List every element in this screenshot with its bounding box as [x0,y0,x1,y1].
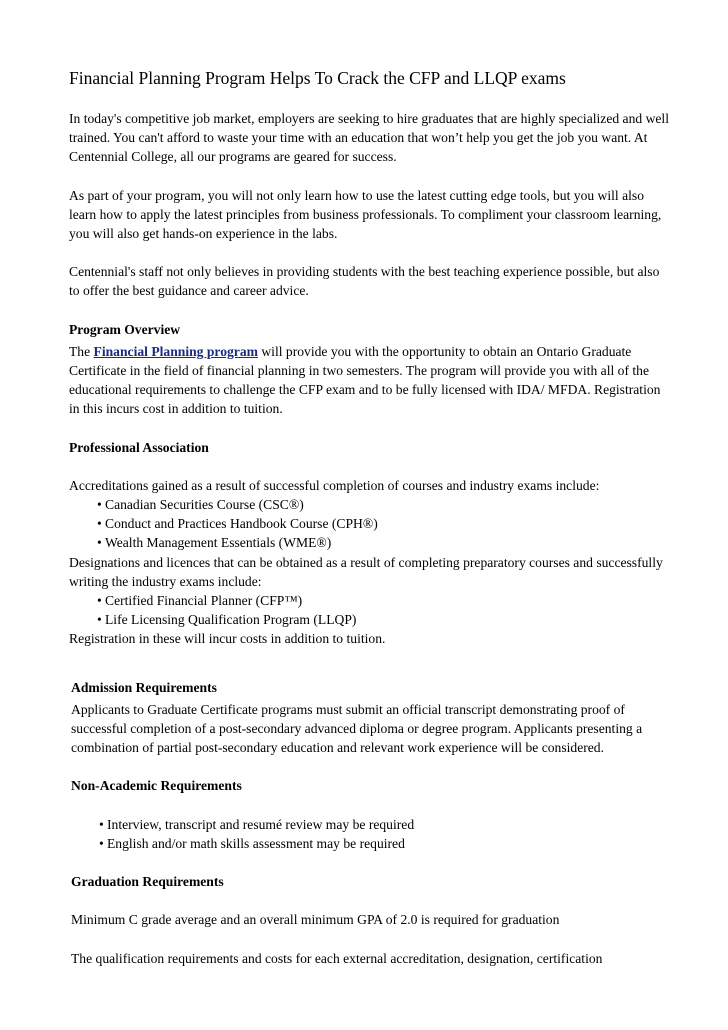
professional-association-heading: Professional Association [69,439,209,455]
list-item: • Canadian Securities Course (CSC®) [97,495,669,514]
graduation-paragraph: Minimum C grade average and an overall minimum GPA of 2.0 is required for graduation [71,912,560,928]
overview-text-before-link: The [69,343,94,359]
non-academic-list [71,815,669,853]
lower-section [69,678,669,968]
financial-planning-program-link[interactable]: Financial Planning program [93,343,258,359]
accreditations-intro: Accreditations gained as a result of successful completion of courses and industry exams include: [69,477,600,493]
designations-list [69,591,669,629]
list-item: • Interview, transcript and resumé review may be required [99,815,669,834]
admission-paragraph: Applicants to Graduate Certificate programs must submit an official transcript demonstrating proof of successful completion of a post-secondary advanced diploma or degree program. Applicants presenting a combination of partial post-secondary education and relevant work experience will be considered. [71,701,643,756]
graduation-heading: Graduation Requirements [71,874,224,890]
designations-intro: Designations and licences that can be obtained as a result of completing preparatory courses and successfully writing the industry exams include: [69,554,663,589]
spacer [69,668,669,678]
list-item: • Certified Financial Planner (CFP™) [97,591,669,610]
accreditations-list [69,495,669,553]
page-title: Financial Planning Program Helps To Crack the CFP and LLQP exams [69,68,566,88]
program-overview-paragraph [69,342,669,419]
intro-paragraph-1: In today's competitive job market, employers are seeking to hire graduates that are highly specialized and well trained. You can't afford to waste your time with an education that won’t help you get the job you want. At Centennial College, all our programs are geared for success. [69,111,669,165]
admission-heading: Admission Requirements [71,679,217,695]
qualification-paragraph: The qualification requirements and costs for each external accreditation, designation, certification [71,950,603,966]
program-overview-heading: Program Overview [69,321,181,337]
intro-paragraph-3: Centennial's staff not only believes in providing students with the best teaching experience possible, but also to offer the best guidance and career advice. [69,264,660,299]
list-item: • Conduct and Practices Handbook Course (CPH®) [97,514,669,533]
list-item: • Wealth Management Essentials (WME®) [97,533,669,552]
list-item: • Life Licensing Qualification Program (LLQP) [97,610,669,629]
overview-text-after-link: will provide you with the opportunity to obtain an Ontario Graduate Certificate in the field of financial planning in two semesters. The program will provide you with all of the educational requirements to challenge the CFP exam and to be fully licensed with IDA/ MFDA. Registration in this incurs cost in addition to tuition. [69,343,661,417]
list-item: • English and/or math skills assessment may be required [99,834,669,853]
registration-note: Registration in these will incur costs in addition to tuition. [69,631,386,647]
non-academic-heading: Non-Academic Requirements [71,778,242,794]
intro-paragraph-2: As part of your program, you will not only learn how to use the latest cutting edge tools, but you will also learn how to apply the latest principles from business professionals. To compliment your classroom learning, you will also get hands-on experience in the labs. [69,187,662,242]
document-page [69,66,669,968]
